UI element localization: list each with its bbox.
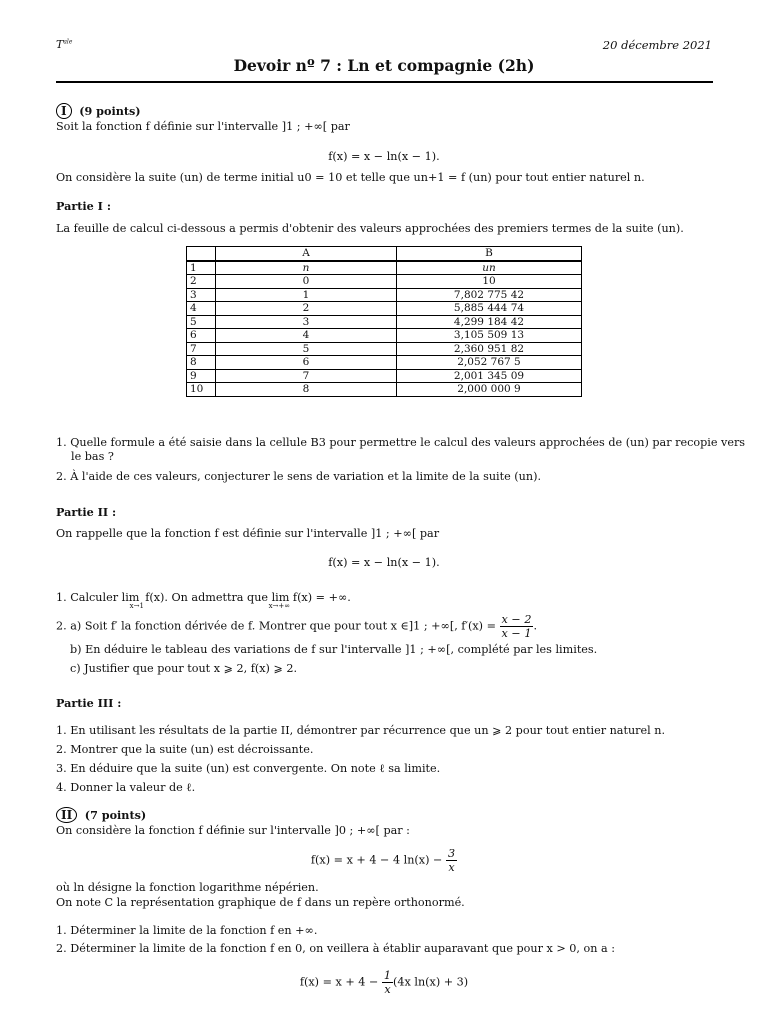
exercise-1-heading: [56, 103, 141, 119]
formula2-right: (4x ln(x) + 3): [393, 975, 469, 989]
table-row: [187, 261, 582, 275]
fraction-numerator: 3: [447, 847, 456, 860]
table-row: [187, 369, 582, 383]
cell-b: 4,299 184 42: [397, 315, 582, 329]
row-number: 4: [187, 302, 216, 316]
row-number: 9: [187, 369, 216, 383]
cell-a: 4: [216, 329, 397, 343]
cell-b: 2,360 951 82: [397, 342, 582, 356]
part-2-question-2c: c) Justifier que pour tout x ⩾ 2, f(x) ⩾ 2.: [70, 662, 298, 675]
limit-1: [139, 591, 141, 598]
fraction-denominator: x: [384, 983, 391, 996]
cell-a: 8: [216, 383, 397, 397]
part-2-formula: f(x) = x − ln(x − 1).: [328, 556, 440, 569]
table-row: [187, 356, 582, 370]
table-row: [187, 342, 582, 356]
row-number: 2: [187, 275, 216, 289]
part-1-question-2: 2. À l'aide de ces valeurs, conjecturer le sens de variation et la limite de la suite (un).: [56, 470, 542, 483]
cell-a: 7: [216, 369, 397, 383]
exercise-1-sequence: On considère la suite (un) de terme initial u0 = 10 et telle que un+1 = f (un) pour tout entier naturel n.: [56, 171, 645, 184]
table-row: [187, 275, 582, 289]
exercise-2-intro: On considère la fonction f définie sur l'intervalle ]0 ; +∞[ par :: [56, 824, 410, 837]
row-number: 10: [187, 383, 216, 397]
part-3-question-1: 1. En utilisant les résultats de la partie II, démontrer par récurrence que un ⩾ 2 pour tout entier naturel n.: [56, 724, 666, 737]
part-2-question-2a: 2. a) Soit f′ la fonction dérivée de f. Montrer que pour tout x ∈]1 ; +∞[, f′(x) = $\frac{x - 2}{x - 1}$ .: [56, 613, 538, 640]
limit-sub-2: x→+∞: [268, 602, 291, 610]
cell-b: 2,000 000 9: [397, 383, 582, 397]
class-label: $T^{ale}$: [56, 38, 73, 51]
exercise-2-question-2: 2. Déterminer la limite de la fonction f en 0, on veillera à établir auparavant que pour x > 0, on a :: [56, 942, 616, 955]
table-row: [187, 315, 582, 329]
cell-b: un: [397, 261, 582, 275]
row-number: 8: [187, 356, 216, 370]
row-number: 6: [187, 329, 216, 343]
row-number: 7: [187, 342, 216, 356]
formula2-fraction: [382, 969, 393, 996]
title-rule: [56, 81, 713, 83]
column-header-a: A: [216, 247, 397, 261]
part-2-title: Partie II :: [56, 505, 117, 519]
spreadsheet-table: [186, 246, 582, 397]
column-header-b: B: [397, 247, 582, 261]
date: 20 décembre 2021: [602, 38, 712, 52]
cell-a: n: [216, 261, 397, 275]
page-title: Devoir nº 7 : Ln et compagnie (2h): [233, 56, 535, 75]
exercise-2-formula: [0, 847, 768, 874]
q1-text-c: f(x) = +∞.: [292, 591, 351, 604]
cell-a: 5: [216, 342, 397, 356]
cell-b: 3,105 509 13: [397, 329, 582, 343]
q1-text-b: f(x). On admettra que: [145, 591, 269, 604]
fraction-numerator: x − 2: [501, 613, 532, 626]
fraction-numerator: 1: [383, 969, 392, 982]
part-3-question-2: 2. Montrer que la suite (un) est décroissante.: [56, 743, 314, 756]
formula-fraction: [446, 847, 457, 874]
exercise-2-number: II: [56, 807, 77, 823]
row-number: 5: [187, 315, 216, 329]
formula2-left: f(x) = x + 4 −: [299, 975, 379, 989]
cell-a: 1: [216, 288, 397, 302]
table-header-row: [187, 247, 582, 261]
cell-b: 2,052 767 5: [397, 356, 582, 370]
part-1-title: Partie I :: [56, 199, 111, 213]
fraction-denominator: x: [448, 861, 455, 874]
exercise-2-curve-note: On note C la représentation graphique de f dans un repère orthonormé.: [56, 896, 465, 909]
exercise-2-ln-note: où ln désigne la fonction logarithme népérien.: [56, 881, 319, 894]
exercise-1-points: (9 points): [79, 104, 141, 118]
cell-a: 0: [216, 275, 397, 289]
table-row: [187, 329, 582, 343]
cell-b: 10: [397, 275, 582, 289]
exercise-2-formula-2: [0, 969, 768, 996]
table-row: [187, 302, 582, 316]
part-1-question-1: 1. Quelle formule a été saisie dans la cellule B3 pour permettre le calcul des valeurs approchées de (un) par recopie vers: [56, 436, 746, 449]
limit-sub-1: x→1: [129, 602, 144, 610]
part-1-question-1-cont: le bas ?: [71, 450, 114, 463]
cell-b: 7,802 775 42: [397, 288, 582, 302]
cell-a: 2: [216, 302, 397, 316]
part-3-title: Partie III :: [56, 696, 122, 710]
part-3-question-3: 3. En déduire que la suite (un) est convergente. On note ℓ sa limite.: [56, 762, 441, 775]
exercise-2-points: (7 points): [84, 808, 147, 822]
cell-a: 6: [216, 356, 397, 370]
exercise-2-question-1: 1. Déterminer la limite de la fonction f en +∞.: [56, 924, 318, 937]
part-2-intro: On rappelle que la fonction f est définie sur l'intervalle ]1 ; +∞[ par: [56, 527, 440, 540]
table-row: [187, 383, 582, 397]
part-1-intro: La feuille de calcul ci-dessous a permis d'obtenir des valeurs approchées des premiers termes de la suite (un).: [56, 222, 684, 235]
formula-left: f(x) = x + 4 − 4 ln(x) −: [310, 853, 443, 867]
part-3-question-4: 4. Donner la valeur de ℓ.: [56, 781, 196, 794]
cell-b: 5,885 444 74: [397, 302, 582, 316]
part-2-question-2b: b) En déduire le tableau des variations de f sur l'intervalle ]1 ; +∞[, complété par les limites.: [70, 643, 598, 656]
q2a-text: 2. a) Soit f′ la fonction dérivée de f. Montrer que pour tout x ∈]1 ; +∞[, f′(x) =: [56, 619, 496, 633]
cell-a: 3: [216, 315, 397, 329]
table-corner-cell: [187, 247, 216, 261]
table-row: [187, 288, 582, 302]
part-2-question-1: [56, 591, 351, 610]
row-number: 1: [187, 261, 216, 275]
row-number: 3: [187, 288, 216, 302]
exercise-2-heading: [56, 807, 146, 823]
exercise-1-number: I: [56, 103, 72, 119]
exercise-1-intro: Soit la fonction f définie sur l'intervalle ]1 ; +∞[ par: [56, 120, 350, 133]
limit-2-label: lim: [271, 591, 290, 604]
derivative-fraction: [500, 613, 534, 640]
fraction-denominator: x − 1: [501, 627, 532, 640]
q1-text-a: 1. Calculer lim: [56, 591, 140, 604]
cell-b: 2,001 345 09: [397, 369, 582, 383]
exercise-1-formula: f(x) = x − ln(x − 1).: [328, 150, 440, 163]
